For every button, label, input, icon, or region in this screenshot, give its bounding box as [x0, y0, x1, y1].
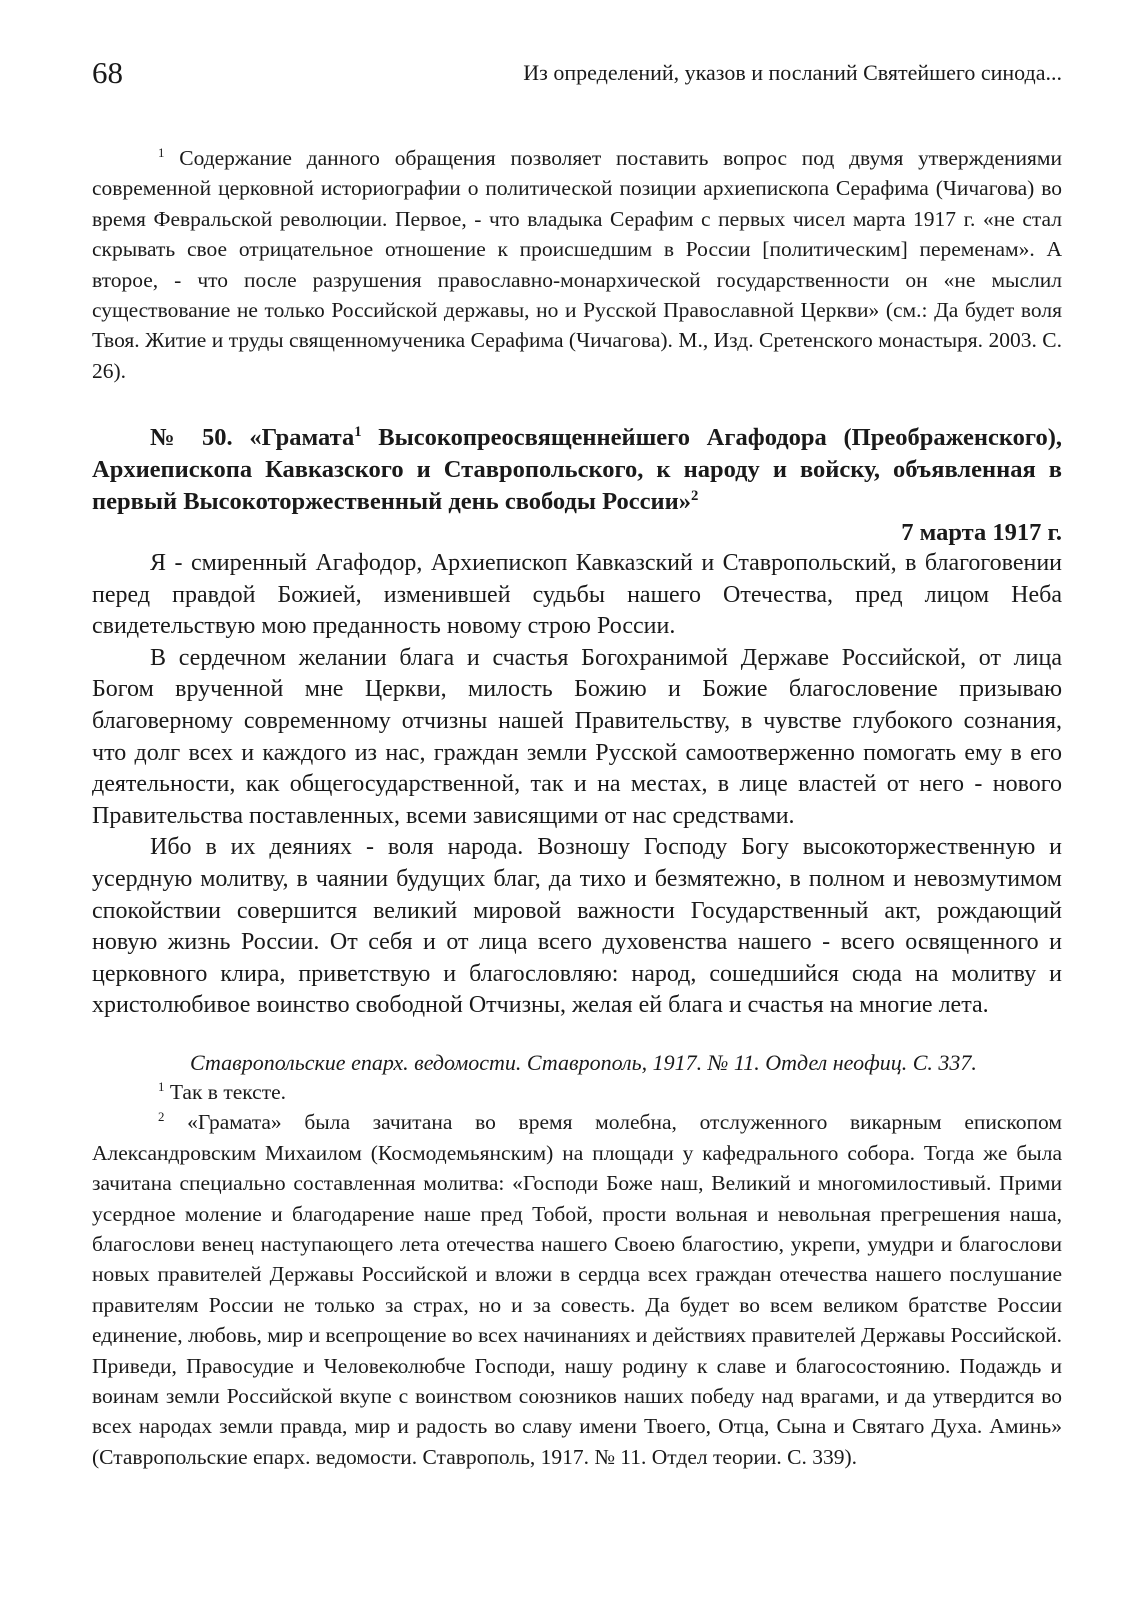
body-paragraph: Я - смиренный Агафодор, Архиепископ Кавказский и Ставропольский, в благоговении перед правдой Божией, изменившей судьбы нашего Отечества, пред лицом Неба свидетельствую мою преданность новому строю России.	[92, 550, 1062, 640]
title-footnote-ref-1: 1	[354, 423, 362, 440]
footnote-paragraph	[92, 143, 1062, 386]
running-title: Из определений, указов и посланий Святейшего синода...	[523, 60, 1062, 85]
footnote-marker: 1	[158, 145, 165, 160]
document-body	[92, 548, 1062, 1022]
document-date: 7 марта 1917 г.	[901, 519, 1062, 546]
source-citation: Ставропольские епарх. ведомости. Ставрополь, 1917. № 11. Отдел неофиц. С. 337.	[190, 1050, 977, 1075]
bottom-footnotes	[92, 1077, 1062, 1472]
document-page	[92, 0, 1062, 1615]
footnote-text: «Грамата» была зачитана во время молебна, отслуженного викарным епископом Александровским Михаилом (Космодемьянским) на площади у кафедрального собора. Тогда же была зачитана специально составленная молитва: «Господи Боже наш, Великий и многомилостивый. Прими усердное моление и благодарение наше пред Тобой, прости вольная и невольная прегрешения наша, благослови венец наступающего лета отечества нашего Своею благостию, укрепи, умудри и благослови новых правителей Державы Российской и вложи в сердца всех граждан отечества нашего послушание правителям России не только за страх, но и за совесть. Да будет во всем великом братстве России единение, любовь, мир и всепрощение во всех начинаниях и действиях правителей Державы Российской. Приведи, Правосудие и Человеколюбче Господи, нашу родину к славе и благосостоянию. Подаждь и воинам земли Российской вкупе с воинством союзников наших победу над врагами, и да утвердится во всех народах земли правда, мир и радость во славу имени Твоего, Отца, Сына и Святаго Духа. Аминь» (Ставропольские епарх. ведомости. Ставрополь, 1917. № 11. Отдел теории. С. 339).	[92, 1110, 1062, 1469]
footnote-text: Содержание данного обращения позволяет поставить вопрос под двумя утверждениями современной церковной историографии о политической позиции архиепископа Серафима (Чичагова) во время Февральской революции. Первое, - что владыка Серафим с первых чисел марта 1917 г. «не стал скрывать свое отрицательное отношение к происшедшим в России [политическим] переменам». А второе, - что после разрушения православно-монархической государственности он «не мыслил существование не только Российской державы, но и Русской Православной Церкви» (см.: Да будет воля Твоя. Житие и труды священномученика Серафима (Чичагова). М., Изд. Сретенского монастыря. 2003. С. 26).	[92, 146, 1062, 383]
page-number: 68	[92, 55, 123, 90]
footnote-marker: 1	[158, 1079, 165, 1094]
body-paragraph: В сердечном желании блага и счастья Богохранимой Державе Российской, от лица Богом врученной мне Церкви, милость Божию и Божие благословение призываю благоверному современному отчизны нашей Правительству, в чувстве глубокого сознания, что долг всех и каждого из нас, граждан земли Русской самоотверженно помогать ему в его деятельности, как общегосударственной, так и на местах, в лице властей от него - нового Правительства поставленных, всеми зависящими от нас средствами.	[92, 644, 1062, 829]
body-paragraph: Ибо в их деяниях - воля народа. Возношу Господу Богу высокоторжественную и усердную молитву, в чаянии будущих благ, да тихо и безмятежно, в полном и невозмутимом спокойствии совершится великий мировой важности Государственный акт, рождающий новую жизнь России. От себя и от лица всего духовенства нашего - всего освященного и церковного клира, приветствую и благословляю: народ, сошедшийся сюда на молитву и христолюбивое воинство свободной Отчизны, желая ей блага и счастья на многие лета.	[92, 834, 1062, 1019]
title-part-1: № 50. «Грамата	[150, 424, 355, 451]
footnote-text: Так в тексте.	[169, 1080, 287, 1104]
footnote-marker: 2	[158, 1110, 165, 1125]
document-title	[92, 422, 1062, 518]
top-footnote	[92, 143, 1062, 386]
title-footnote-ref-2: 2	[690, 487, 699, 504]
footnote-paragraph	[92, 1107, 1062, 1472]
title-part-2: Высокопреосвященнейшего Агафодора (Преображенского), Архиепископа Кавказского и Ставропольского, к народу и войску, объявленная в первый Высокоторжественный день свободы России»	[92, 424, 1062, 515]
footnote-paragraph	[92, 1077, 1062, 1107]
page-header	[92, 55, 1062, 95]
